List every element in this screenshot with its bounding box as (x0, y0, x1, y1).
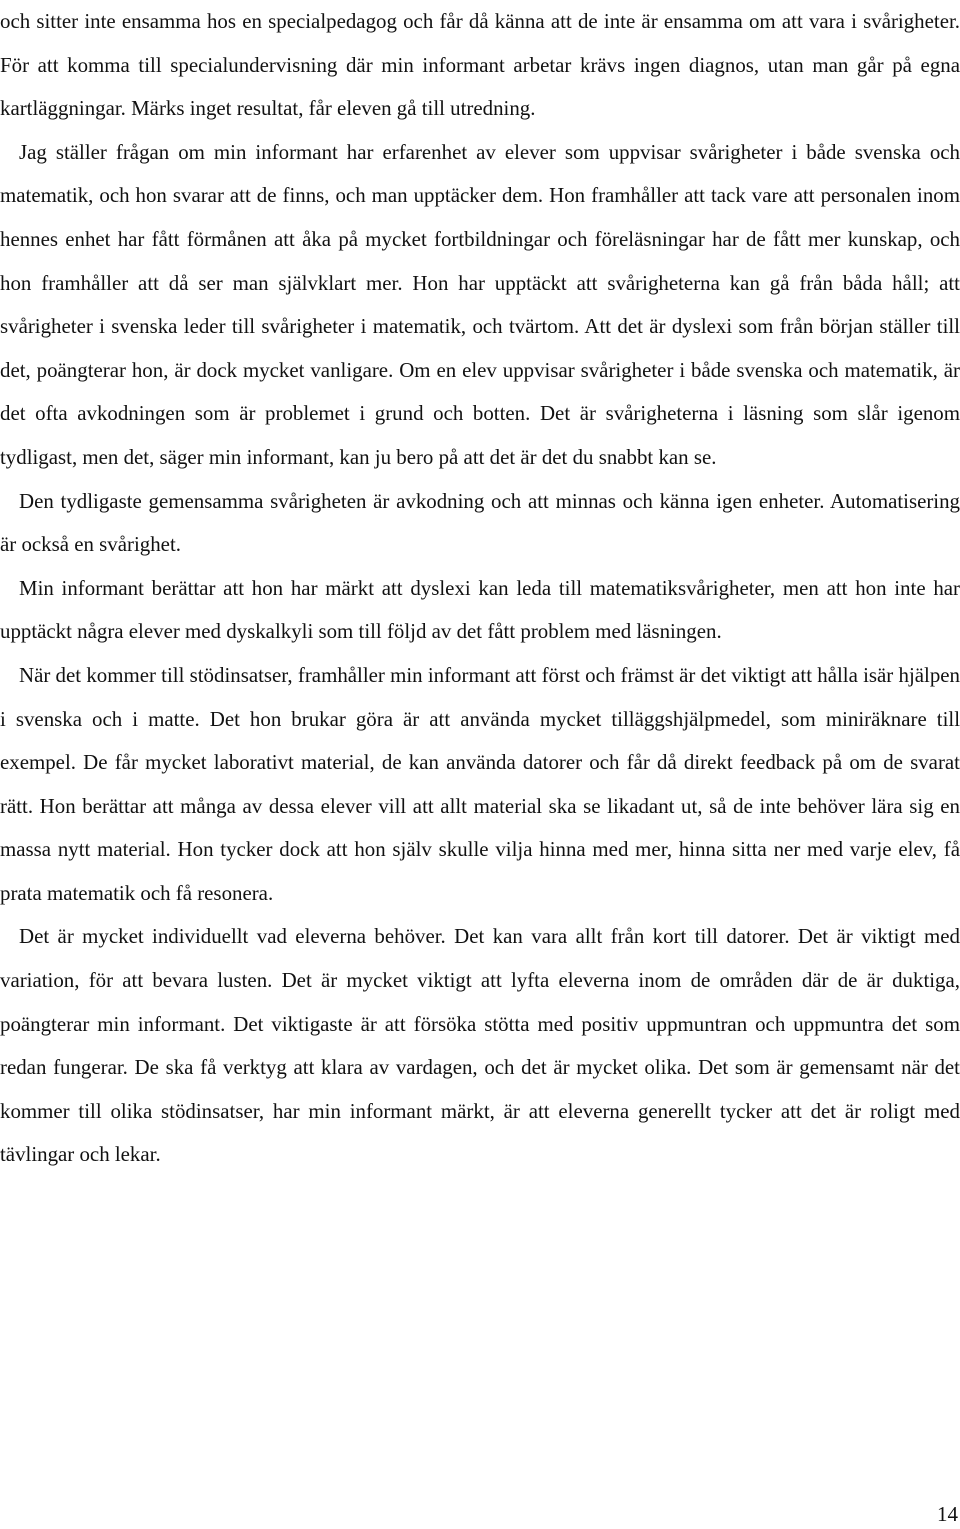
paragraph-2: Jag ställer frågan om min informant har erfarenhet av elever som uppvisar svårigheter i både svenska och matematik, och hon svarar att de finns, och man upptäcker dem. Hon framhåller att tack vare att personalen inom hennes enhet har fått förmånen att åka på mycket fortbildningar och föreläsningar har de fått mer kunskap, och hon framhåller att då ser man självklart mer. Hon har upptäckt att svårigheterna kan gå från båda håll; att svårigheter i svenska leder till svårigheter i matematik, och tvärtom. Att det är dyslexi som från början ställer till det, poängterar hon, är dock mycket vanligare. Om en elev uppvisar svårigheter i både svenska och matematik, är det ofta avkodningen som är problemet i grund och botten. Det är svårigheterna i läsning som slår igenom tydligast, men det, säger min informant, kan ju bero på att det är det du snabbt kan se. (0, 139, 960, 469)
paragraph-5: När det kommer till stödinsatser, framhåller min informant att först och främst är det viktigt att hålla isär hjälpen i svenska och i matte. Det hon brukar göra är att använda mycket tilläggshjälpmedel, som miniräknare till exempel. De får mycket laborativt material, de kan använda datorer och får då direkt feedback på om de svarat rätt. Hon berättar att många av dessa elever vill att allt material ska se likadant ut, så de inte behöver lära sig en massa nytt material. Hon tycker dock att hon själv skulle vilja hinna med mer, hinna sitta ner med varje elev, få prata matematik och få resonera. (0, 662, 960, 905)
paragraph-4: Min informant berättar att hon har märkt att dyslexi kan leda till matematiksvårigheter, men att hon inte har upptäckt några elever med dyskalkyli som till följd av det fått problem med läsningen. (0, 575, 960, 644)
page-number: 14 (937, 1502, 958, 1526)
paragraph-1: och sitter inte ensamma hos en specialpedagog och får då känna att de inte är ensamma om att vara i svårigheter. För att komma till specialundervisning där min informant arbetar krävs ingen diagnos, utan man går på egna kartläggningar. Märks inget resultat, får eleven gå till utredning. (0, 9, 960, 121)
paragraph-6: Det är mycket individuellt vad eleverna behöver. Det kan vara allt från kort till datorer. Det är viktigt med variation, för att bevara lusten. Det är mycket viktigt att lyfta eleverna inom de områden där de är duktiga, poängterar min informant. Det viktigaste är att försöka stötta med positiv uppmuntran och uppmuntra det som redan fungerar. De ska få verktyg att klara av vardagen, och det är mycket olika. Det som är gemensamt när det kommer till olika stödinsatser, har min informant märkt, är att eleverna generellt tycker att det är roligt med tävlingar och lekar. (0, 924, 960, 1167)
paragraph-3: Den tydligaste gemensamma svårigheten är avkodning och att minnas och känna igen enheter. Automatisering är också en svårighet. (0, 488, 960, 557)
